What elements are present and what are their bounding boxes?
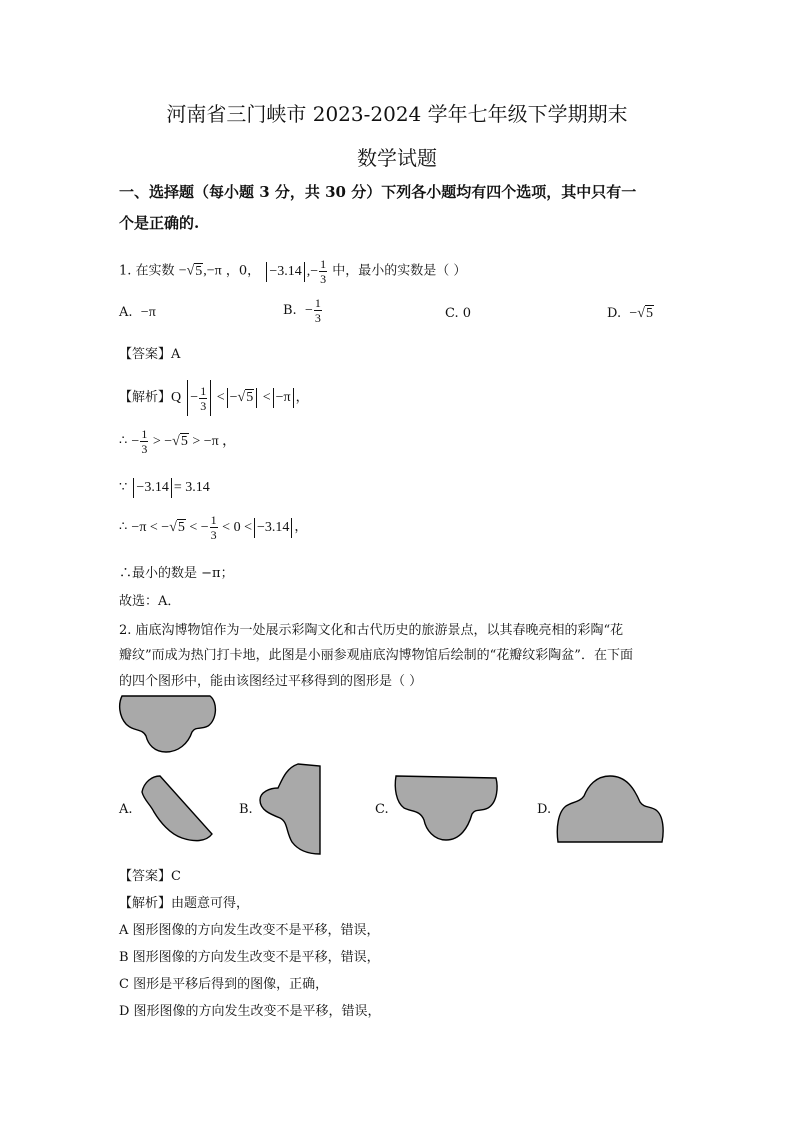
q2-option-d-label: D. [537, 802, 552, 817]
q2-option-c-label: C. [375, 802, 389, 817]
question-2-line2: 瓣纹”而成为热门打卡地，此图是小丽参观庙底沟博物馆后绘制的“花瓣纹彩陶盆”．在下面 [119, 648, 633, 663]
q2-option-a-label: A. [119, 802, 133, 817]
document-title-line2: 数学试题 [357, 146, 437, 170]
section-heading-line2: 个是正确的. [119, 214, 200, 232]
q1-option-d: D. −√5 [607, 306, 653, 321]
q1-prefix: 1. 在实数 [119, 263, 175, 279]
q2-analysis-line5: D 图形图像的方向发生改变不是平移，错误， [119, 1004, 381, 1019]
q2-option-d-figure [556, 772, 666, 844]
q1-answer: 【答案】A [119, 347, 181, 362]
q2-analysis-line4: C 图形是平移后得到的图像，正确， [119, 977, 329, 992]
q2-analysis-line2: A 图形图像的方向发生改变不是平移，错误， [119, 923, 380, 938]
q2-option-b-label: B. [239, 802, 253, 817]
q1-number-list: −√5,−π [178, 263, 222, 279]
q2-answer: 【答案】C [119, 869, 181, 884]
q1-analysis-line6: 故选：A． [119, 594, 181, 609]
q1-analysis-line2: ∴ − $\frac{1}{3}$ > −√5 > −π ， [119, 427, 237, 456]
q1-option-a: A. −π [119, 305, 156, 320]
question-1-stem [119, 258, 466, 285]
q2-analysis-line1: 【解析】由题意可得， [119, 896, 250, 911]
q1-analysis-line5: ∴最小的数是 −π； [119, 566, 234, 581]
q1-suffix: 中，最小的实数是（ ） [332, 263, 467, 279]
q2-option-b-figure [258, 762, 324, 858]
q1-analysis-line4: ∴ −π < −√5 < − $\frac{1}{3}$ < 0 < −3.14 ， [119, 513, 308, 542]
document-title-line1: 河南省三门峡市 2023-2024 学年七年级下学期期末 [166, 102, 628, 126]
q1-abs-fraction: −3.14 ,− $\frac{1}{3}$ [264, 264, 328, 279]
q2-analysis-line3: B 图形图像的方向发生改变不是平移，错误， [119, 950, 380, 965]
q1-option-b: B. − $\frac{1}{3}$ [283, 296, 321, 325]
reference-pottery-figure [118, 694, 218, 756]
q2-option-c-figure [394, 774, 498, 846]
question-2-line3: 的四个图形中，能由该图经过平移得到的图形是（ ） [119, 674, 423, 689]
q1-analysis-line3: ∵ −3.14 = 3.14 [119, 478, 210, 498]
q1-option-c: C. 0 [445, 306, 472, 321]
q1-analysis-line1: 【解析】Q − $\frac{1}{3}$ < −√5 < −π ， [119, 380, 309, 416]
q2-option-a-figure [140, 772, 220, 844]
section-heading-line1: 一、选择题（每小题 3 分，共 30 分）下列各小题均有四个选项，其中只有一 [119, 183, 637, 201]
q1-zero: ，0， [225, 263, 261, 279]
question-2-line1: 2. 庙底沟博物馆作为一处展示彩陶文化和古代历史的旅游景点，以其春晚亮相的彩陶“花 [119, 623, 624, 638]
